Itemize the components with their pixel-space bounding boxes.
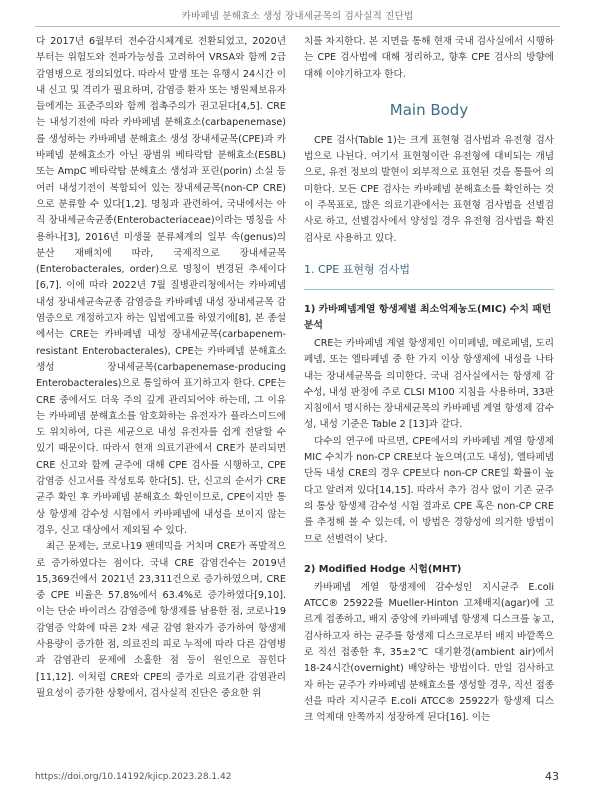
right-column [304,34,554,727]
left-paragraph-1: 다 2017년 6월부터 전수감시체계로 전환되었고, 2020년 부터는 위험도와 전파가능성을 고려하여 VRSA와 함께 2급 감염병으로 정의되었다. 따라서 발생 또는 유행시 24시간 이내 신고 및 격리가 필요하며, 감염증 환자 또는 병원체보유자들에게는 표준주의와 함께 접촉주의가 권고된다[4,5]. CRE는 내성기전에 따라 카바페넴 분해효소(carbapenemase)를 생성하는 카바페넴 분해효소 생성 장내세균목(CPE)과 카바페넴 분해효소가 아닌 광범위 베타락탐 분해효소(ESBL) 또는 AmpC 베타락탐 분해효소 생성과 포린(porin) 소실 등 여러 내성기전이 복합되어 있는 장내세균목(non-CP CRE)으로 분류할 수 있다[1,2]. 명칭과 관련하여, 국내에서는 아직 장내세균속균종(Enterobacteriaceae)이라는 명칭을 사용하나[3], 2016년 미생물 분류체계의 일부 속(genus)의 분산 재배치에 따라, 국제적으로 장내세균목(Enterobacterales, order)으로 명칭이 변경된 추세이다[6,7]. 이에 따라 2022년 7월 질병관리청에서는 카바페넴 내성 장내세균속균종 감염증을 카바페넴 내성 장내세균목 감염증으로 개정하고자 하는 입법예고를 하였기에[8], 본 종설에서는 CRE는 카바페넴 내성 장내세균목(carbapenem-resistant Enterobacterales), CPE는 카바페넴 분해효소 생성 장내세균목(carbapenemase-producing Enterobacterales)으로 통일하여 표기하고자 한다. CPE는 CRE 중에서도 더욱 주의 깊게 관리되어야 하는데, 그 이유는 카바페넴 분해효소를 암호화하는 유전자가 플라스미드에도 위치하여, 다른 세균으로 내성 유전자를 쉽게 전달할 수 있기 때문이다. 따라서 현재 의료기관에서 CRE가 분리되면 CRE 신고와 함께 균주에 대해 CPE 검사를 시행하고, CPE 감염증 신고서를 작성토록 한다[5]. 단, 신고의 순서가 CRE 균주 확인 후 카바페넴 분해효소 확인이므로, CPE이지만 통상 항생제 감수성 시험에서 카바페넴에 내성을 보이지 않는 경우, 신고 대상에서 제외될 수 있다. [36,36,286,536]
spacer [304,548,554,560]
mic-paragraph-2: 다수의 연구에 따르면, CPE에서의 카바페넴 계열 항생제 MIC 수치가 non-CP CRE보다 높으며(고도 내성), 엘타페넴 단독 내성 CRE의 경우 CPE보다 non-CP CRE일 확률이 높다고 알려져 있다[14,15]. 따라서 추가 검사 없이 기존 균주의 통상 항생제 감수성 시험 결과로 CPE 혹은 non-CP CRE를 추정해 볼 수 있는데, 이 방법은 경향성에 의거한 방법이므로 선별력이 낮다. [304,435,554,545]
left-paragraph-2: 최근 문제는, 코로나19 팬데믹을 거치며 CRE가 폭발적으로 증가하였다는 점이다. 국내 CRE 감염건수는 2019년 15,369건에서 2021년 23,311건으로 증가하였으며, CRE 중 CPE 비율은 57.8%에서 63.4%로 증가하였다[9,10]. 이는 단순 바이러스 감염증에 항생제를 남용한 점, 코로나19 감염증 악화에 따른 2차 세균 감염 환자가 증가하여 항생제 사용량이 증가한 점, 의료진의 피로 누적에 따라 다른 감염병과 감염관리 문제에 소홀한 점 등이 원인으로 꼽힌다[11,12]. 이처럼 CRE와 CPE의 증가로 의료기관 감염관리 필요성이 증가한 상황에서, 검사실적 진단은 중요한 위 [36,541,286,699]
mic-heading: 1) 카바페넴계열 항생제별 최소억제농도(MIC) 수치 패턴 분석 [304,303,552,331]
left-column [36,34,286,702]
section-title-main-body: Main Body [389,100,469,119]
body-intro-paragraph: CPE 검사(Table 1)는 크게 표현형 검사법과 유전형 검사법으로 나뉜다. 여기서 표현형이란 유전형에 대비되는 개념으로, 유전 정보의 발현이 외부적으로 표현된 것을 통틀어 의미한다. 모든 CPE 검사는 카바페넴 분해효소를 확인하는 것이 주목표로, 많은 의료기관에서는 표현형 검사법을 선별검사로 하고, 선별검사에서 양성일 경우 유전형 검사법을 확진검사로 사용하고 있다. [304,134,554,244]
mht-paragraph: 카바페넴 계열 항생제에 감수성인 지시균주 E.coli ATCC® 25922를 Mueller-Hinton 고체배지(agar)에 고르게 접종하고, 배지 중앙에 카바페넴 항생제 디스크를 놓고, 검사하고자 하는 균주를 항생제 디스크로부터 배지 바깥쪽으로 직선 접종한 후, 35±2℃ 대기환경(ambient air)에서 18-24시간(overnight) 배양하는 방법이다. 만일 검사하고자 하는 균주가 카바페넴 분해효소를 생성할 경우, 직선 접종선을 따라 지시균주 E.coli ATCC® 25922가 항생제 디스크 억제대 안쪽까지 성장하게 된다[16]. 이는 [304,581,554,724]
subsection-divider [304,289,554,290]
right-intro-paragraph: 치를 차지한다. 본 지면을 통해 현재 국내 검사실에서 시행하는 CPE 검사법에 대해 정리하고, 향후 CPE 검사의 방향에 대해 이야기하고자 한다. [304,36,554,80]
running-title: 카바페넴 분해효소 생성 장내세균목의 검사실적 진단법 [181,11,414,22]
page-number: 43 [545,770,559,783]
header-divider [35,26,560,27]
subsection-title-phenotypic: 1. CPE 표현형 검사법 [304,262,411,276]
mht-heading: 2) Modified Hodge 시험(MHT) [304,563,462,575]
mic-paragraph-1: CRE는 카바페넴 계열 항생제인 이미페넴, 메로페넴, 도리페넴, 또는 엘타페넴 중 한 가지 이상 항생제에 내성을 나타내는 장내세균목을 의미한다. 국내 검사실에서는 항생제 감수성, 내성 판정에 주로 CLSI M100 지침을 사용하며, 33판 지침에서 명시하는 장내세균목의 카바페넴 계열 항생제 감수성, 내성 기준은 Table 2 [13]과 같다. [304,337,554,431]
doi-link[interactable]: https://doi.org/10.14192/kjicp.2023.28.1.42 [35,772,232,782]
